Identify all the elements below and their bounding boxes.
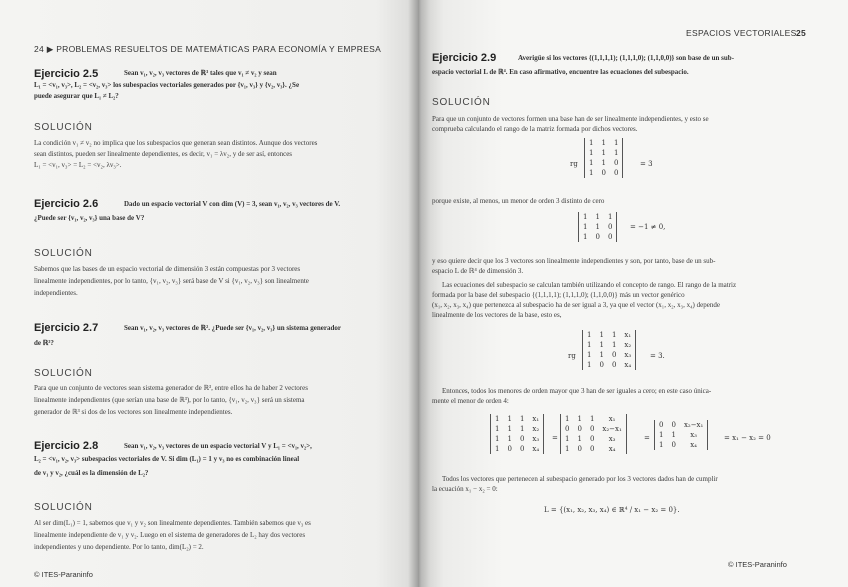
determinant-4b-cell: 1: [565, 445, 570, 453]
determinant-4b-cell: x₄: [608, 445, 616, 453]
determinant-1-cell: 0: [607, 223, 613, 231]
solution-2-9-line5: espacio L de ℝ⁴ de dimensión 3.: [432, 267, 524, 275]
determinant-4b-row: [561, 444, 627, 454]
exercise-2-9-line1: Averigüe si los vectores {(1,1,1,1); (1,1,1,0); (1,1,0,0)} son base de un sub-: [518, 54, 735, 62]
determinant-4a-row: [491, 414, 544, 424]
rank-label-2: rg: [568, 352, 576, 360]
determinant-4b: [560, 414, 627, 454]
solution-2-5-line2: sean distintos, pueden ser linealmente dependientes, es decir, v₁ = λv₂, y de ser así, entonces: [34, 150, 293, 158]
determinant-3-row: [655, 430, 708, 440]
determinant-1-cell: 0: [595, 233, 600, 241]
solution-2-7-title: SOLUCIÓN: [34, 368, 93, 379]
matrix-2-cell: x₃: [624, 351, 632, 359]
solution-2-9-line11: mente el menor de orden 4:: [432, 397, 509, 405]
determinant-1-row: [579, 212, 617, 222]
rank-eq-1: = 3: [640, 160, 653, 168]
matrix-1-cell: 1: [613, 139, 619, 147]
exercise-2-9-line2: espacio vectorial L de ℝ⁴. En caso afirmativo, encuentre las ecuaciones del subespacio.: [432, 68, 689, 76]
determinant-3-cell: 0: [671, 441, 676, 449]
determinant-1: [578, 212, 617, 242]
final-equation: = x₁ − x₂ = 0: [724, 434, 771, 442]
exercise-2-8-line2: L₂ = <v₁, v₂, v₃> subespacios vectoriales de V. Si dim (L₁) = 1 y v₃ no es combinación lineal: [34, 455, 300, 463]
solution-2-5-title: SOLUCIÓN: [34, 122, 93, 133]
matrix-2-row: [583, 340, 636, 350]
matrix-1-cell: 0: [613, 169, 619, 177]
determinant-4a-cell: 1: [495, 425, 500, 433]
determinant-1-cell: 0: [607, 233, 613, 241]
matrix-2-cell: 1: [599, 331, 604, 339]
solution-2-7-line3: generador de ℝ³ si dos de los vectores son linealmente independientes.: [34, 408, 233, 416]
determinant-3-cell: 1: [671, 431, 676, 439]
solution-2-6-line2: linealmente independientes, por lo tanto, {v₁, v₂, v₃} será base de V si {v₁, v₂, v₃} son linealmente: [34, 277, 309, 285]
determinant-4b-row: [561, 424, 627, 434]
solution-2-9-line1: Para que un conjunto de vectores formen una base han de ser linealmente independientes, y esto se: [432, 115, 709, 123]
determinant-4b-cell: 0: [589, 435, 595, 443]
matrix-1-cell: 1: [589, 159, 594, 167]
solution-2-9-line13: la ecuación x₁ − x₂ = 0:: [432, 485, 498, 493]
matrix-2-cell: x₁: [624, 331, 632, 339]
determinant-4b-cell: 0: [577, 425, 582, 433]
matrix-2-row: [583, 360, 636, 370]
solution-2-8-line1: Al ser dim(L₁) = 1, sabemos que v₁ y v₂ son linealmente dependientes. También sabemos que v₃ es: [34, 519, 311, 527]
determinant-1-row: [579, 232, 617, 242]
determinant-3-cell: x₂−x₁: [683, 421, 704, 429]
solution-2-9-line9: linealmente de los vectores de la base, esto es,: [432, 311, 562, 319]
determinant-4a-cell: 1: [495, 435, 500, 443]
exercise-2-6-line1: Dado un espacio vectorial V con dim (V) = 3, sean v₁, v₂, v₃ vectores de V.: [124, 200, 341, 208]
determinant-4b-cell: 0: [589, 445, 595, 453]
exercise-2-9-label: Ejercicio 2.9: [432, 52, 497, 64]
determinant-4b-cell: 0: [589, 425, 595, 433]
matrix-2-cell: x₂: [624, 341, 632, 349]
exercise-2-8-line3: de v₁ y v₂, ¿cuál es la dimensión de L₂?: [34, 469, 149, 477]
matrix-1-cell: 1: [589, 139, 594, 147]
matrix-1-cell: 1: [601, 139, 606, 147]
matrix-2-cell: 1: [599, 341, 604, 349]
subspace-set-equation: L = {(x₁, x₂, x₃, x₄) ∈ ℝ⁴ / x₁ − x₂ = 0}.: [544, 506, 680, 514]
solution-2-5-line1: La condición v₁ ≠ v₂ no implica que los subespacios que generan sean distintos. Aunque dos vectores: [34, 139, 318, 147]
determinant-4a-cell: 1: [495, 445, 500, 453]
determinant-4b-cell: 0: [565, 425, 570, 433]
solution-2-9-title: SOLUCIÓN: [432, 97, 491, 108]
determinant-4a-cell: x₄: [532, 445, 540, 453]
exercise-2-5-line3: puede asegurar que L₁ ≠ L₂?: [34, 92, 119, 100]
determinant-3-row: [655, 420, 708, 430]
matrix-1-cell: 1: [613, 149, 619, 157]
matrix-1-row: [585, 158, 623, 168]
solution-2-9-line3: porque existe, al menos, un menor de orden 3 distinto de cero: [432, 197, 605, 205]
matrix-2-cell: x₄: [624, 361, 632, 369]
exercise-2-5-label: Ejercicio 2.5: [34, 68, 99, 80]
matrix-2-cell: 1: [587, 351, 592, 359]
determinant-4b-cell: 1: [565, 415, 570, 423]
matrix-2-row: [583, 350, 636, 360]
determinant-4a-row: [491, 434, 544, 444]
determinant-4a-cell: 1: [507, 425, 512, 433]
determinant-3-cell: 0: [659, 421, 664, 429]
solution-2-9-line7: formada por la base del subespacio {(1,1,1,1); (1,1,1,0); (1,1,0,0)} más un vector genérico: [432, 291, 685, 299]
matrix-1-cell: 1: [589, 149, 594, 157]
determinant-1-cell: 1: [583, 213, 588, 221]
matrix-1-row: [585, 138, 623, 148]
matrix-1: [584, 138, 623, 178]
matrix-2-cell: 1: [587, 361, 592, 369]
determinant-4a-row: [491, 424, 544, 434]
right-footer: © ITES-Paraninfo: [728, 560, 787, 569]
determinant-4a-cell: 1: [507, 415, 512, 423]
determinant-1-cell: 1: [607, 213, 613, 221]
exercise-2-6-label: Ejercicio 2.6: [34, 198, 99, 210]
determinant-4a-cell: 1: [495, 415, 500, 423]
solution-2-9-line2: comprueba calculando el rango de la matriz formada por dichos vectores.: [432, 125, 638, 133]
matrix-1-cell: 1: [601, 149, 606, 157]
solution-2-9-line12: Todos los vectores que pertenecen al subespacio generado por los 3 vectores dados han de cumplir: [442, 475, 718, 483]
matrix-2-cell: 0: [611, 361, 617, 369]
determinant-4b-cell: x₃: [608, 435, 616, 443]
matrix-1-row: [585, 148, 623, 158]
matrix-1-cell: 1: [601, 159, 606, 167]
solution-2-9-line10: Entonces, todos los menores de orden mayor que 3 han de ser iguales a cero; en este caso única-: [442, 387, 712, 395]
solution-2-7-line2: linealmente independientes (que serían una base de ℝ³), por lo tanto, {v₁, v₂, v₃} será un sistema: [34, 396, 305, 404]
determinant-4a-cell: 1: [519, 415, 525, 423]
matrix-2-cell: 1: [611, 341, 617, 349]
solution-2-9-line6: Las ecuaciones del subespacio se calculan también utilizando el concepto de rango. El rango de la matriz: [442, 281, 737, 289]
determinant-4a-row: [491, 444, 544, 454]
matrix-2-row: [583, 330, 636, 340]
determinant-4a-cell: x₂: [532, 425, 540, 433]
determinant-3-row: [655, 440, 708, 450]
solution-2-5-line3: L₁ = <v₁, v₃> = L₂ = <v₂, λv₃>.: [34, 161, 122, 169]
page-number: 25: [796, 28, 807, 38]
matrix-1-cell: 1: [589, 169, 594, 177]
exercise-2-7-label: Ejercicio 2.7: [34, 322, 99, 334]
matrix-2: [582, 330, 636, 370]
determinant-4a-cell: 1: [519, 425, 525, 433]
solution-2-6-line1: Sabemos que las bases de un espacio vectorial de dimensión 3 están compuestas por 3 vectores: [34, 265, 301, 273]
solution-2-8-line2: linealmente independiente de v₁ y v₂. Luego en el sistema de generadores de L₂ hay dos vectores: [34, 531, 306, 539]
eq-sign-1: =: [552, 434, 558, 442]
determinant-4a: [490, 414, 544, 454]
solution-2-6-line3: independientes.: [34, 289, 78, 297]
solution-2-7-line1: Para que un conjunto de vectores sean sistema generador de ℝ³, entre ellos ha de haber 2 vectores: [34, 384, 308, 392]
determinant-4a-cell: x₁: [532, 415, 540, 423]
determinant-1-cell: 1: [583, 233, 588, 241]
determinant-4a-cell: 0: [519, 445, 525, 453]
eq-sign-2: =: [644, 434, 650, 442]
matrix-2-cell: 0: [599, 361, 604, 369]
solution-2-8-line3: independientes y uno dependiente. Por lo tanto, dim(L₂) = 2.: [34, 543, 204, 551]
book-gutter-shadow: [408, 0, 430, 587]
matrix-2-cell: 0: [611, 351, 617, 359]
exercise-2-7-line1: Sean v₁, v₂, v₃ vectores de ℝ². ¿Puede ser {v₁, v₂, v₃} un sistema generador: [124, 324, 341, 332]
determinant-4b-cell: 1: [589, 415, 595, 423]
determinant-1-cell: 1: [583, 223, 588, 231]
solution-2-9-line8: (x₁, x₂, x₃, x₄) que pertenezca al subespacio ha de ser igual a 3, ya que el vector (x₁, x₂, x₃, x₄) depende: [432, 301, 720, 309]
determinant-4b-cell: 1: [565, 435, 570, 443]
determinant-1-cell: 1: [595, 213, 600, 221]
matrix-2-cell: 1: [587, 331, 592, 339]
determinant-4b-cell: 1: [577, 415, 582, 423]
determinant-4a-cell: x₃: [532, 435, 540, 443]
right-header: ESPACIOS VECTORIALES: [686, 28, 797, 38]
right-page: [418, 0, 848, 587]
rank-eq-2: = 3.: [650, 352, 665, 360]
exercise-2-5-line2: L₁ = <v₁, v₃>, L₂ = <v₂, v₃> los subespacios vectoriales generados por {v₁, v₃} y {v₂, v₃}. ¿Se: [34, 81, 300, 89]
determinant-3: [654, 420, 708, 450]
left-page: [0, 0, 418, 587]
left-footer: © ITES-Paraninfo: [34, 570, 93, 579]
determinant-1-cell: 1: [595, 223, 600, 231]
matrix-1-cell: 0: [613, 159, 619, 167]
determinant-4a-cell: 0: [519, 435, 525, 443]
right-page-number: [796, 28, 806, 38]
matrix-1-row: [585, 168, 623, 178]
solution-2-8-title: SOLUCIÓN: [34, 502, 93, 513]
determinant-3-cell: 1: [659, 441, 664, 449]
rank-label-1: rg: [570, 160, 578, 168]
matrix-1-cell: 0: [601, 169, 606, 177]
left-header: 24 ▶ PROBLEMAS RESUELTOS DE MATEMÁTICAS PARA ECONOMÍA Y EMPRESA: [34, 44, 382, 54]
exercise-2-8-line1: Sean v₁, v₂, v₃ vectores de un espacio vectorial V y L₁ = <v₁, v₂>,: [124, 442, 312, 450]
determinant-4a-cell: 1: [507, 435, 512, 443]
determinant-4b-cell: 1: [577, 435, 582, 443]
determinant-3-cell: x₄: [690, 441, 697, 449]
determinant-eq: = −1 ≠ 0,: [630, 223, 666, 231]
exercise-2-5-line1: Sean v₁, v₂, v₃ vectores de ℝ³ tales que v₁ ≠ v₂ y sean: [124, 69, 277, 77]
exercise-2-8-label: Ejercicio 2.8: [34, 440, 99, 452]
matrix-2-cell: 1: [599, 351, 604, 359]
determinant-1-row: [579, 222, 617, 232]
matrix-2-cell: 1: [587, 341, 592, 349]
determinant-4b-row: [561, 434, 627, 444]
solution-2-9-line4: y eso quiere decir que los 3 vectores son linealmente independientes y son, por tanto, base de un sub-: [432, 257, 716, 265]
determinant-3-cell: 1: [659, 431, 664, 439]
determinant-3-cell: 0: [671, 421, 676, 429]
determinant-4a-cell: 0: [507, 445, 512, 453]
determinant-3-cell: x₃: [690, 431, 697, 439]
exercise-2-7-line2: de ℝ³?: [34, 339, 54, 347]
determinant-4b-cell: x₂−x₁: [602, 425, 622, 433]
determinant-4b-cell: 0: [577, 445, 582, 453]
determinant-4b-cell: x₁: [608, 415, 616, 423]
exercise-2-6-line2: ¿Puede ser {v₁, v₂, v₃} una base de V?: [34, 214, 145, 222]
solution-2-6-title: SOLUCIÓN: [34, 248, 93, 259]
matrix-2-cell: 1: [611, 331, 617, 339]
determinant-4b-row: [561, 414, 627, 424]
